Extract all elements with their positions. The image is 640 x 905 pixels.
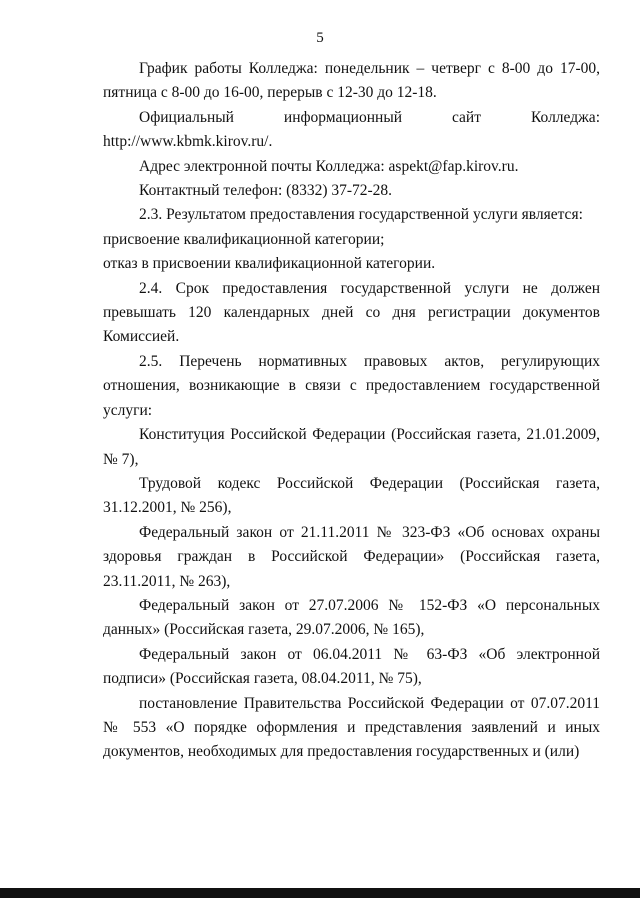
paragraph-schedule: График работы Колледжа: понедельник – четверг с 8-00 до 17-00, пятница с 8-00 до 16-00, перерыв с 12-30 до 12-18.: [103, 60, 600, 102]
paragraph-website: Официальный информационный сайт Колледжа: http://www.kbmk.kirov.ru/.: [103, 108, 600, 151]
paragraph-legal-list-heading: 2.5. Перечень нормативных правовых актов, регулирующих отношения, возникающие в связи с предоставлением государственной услуги:: [103, 352, 600, 419]
paragraph-email: Адрес электронной почты Колледжа: aspekt@fap.kirov.ru.: [139, 157, 519, 175]
paragraph-law-152: Федеральный закон от 27.07.2006 № 152-ФЗ «О персональных данных» (Российская газета, 29.07.2006, № 165),: [103, 596, 600, 639]
bottom-border: [0, 888, 640, 898]
paragraph-deadline: 2.4. Срок предоставления государственной услуги не должен превышать 120 календарных дней со дня регистрации документов Комиссией.: [103, 279, 600, 346]
page-number: 5: [316, 30, 324, 46]
paragraph-law-323: Федеральный закон от 21.11.2011 № 323-ФЗ «Об основах охраны здоровья граждан в Российской Федерации» (Российская газета, 23.11.2011, № 263),: [103, 523, 600, 590]
paragraph-labor-code: Трудовой кодекс Российской Федерации (Российская газета, 31.12.2001, № 256),: [103, 474, 600, 517]
paragraph-phone: Контактный телефон: (8332) 37-72-28.: [139, 182, 393, 200]
document-body: [103, 57, 600, 765]
paragraph-result-grant: присвоение квалификационной категории;: [103, 230, 385, 248]
paragraph-result-refusal: отказ в присвоении квалификационной категории.: [103, 255, 436, 273]
paragraph-law-63: Федеральный закон от 06.04.2011 № 63-ФЗ «Об электронной подписи» (Российская газета, 08.04.2011, № 75),: [103, 645, 600, 688]
paragraph-constitution: Конституция Российской Федерации (Российская газета, 21.01.2009, № 7),: [103, 426, 600, 468]
paragraph-resolution-553: постановление Правительства Российской Федерации от 07.07.2011 № 553 «О порядке оформления и представления заявлений и иных документов, необходимых для предоставления государственных и (или): [103, 694, 600, 761]
paragraph-result-heading: 2.3. Результатом предоставления государственной услуги является:: [139, 206, 583, 224]
